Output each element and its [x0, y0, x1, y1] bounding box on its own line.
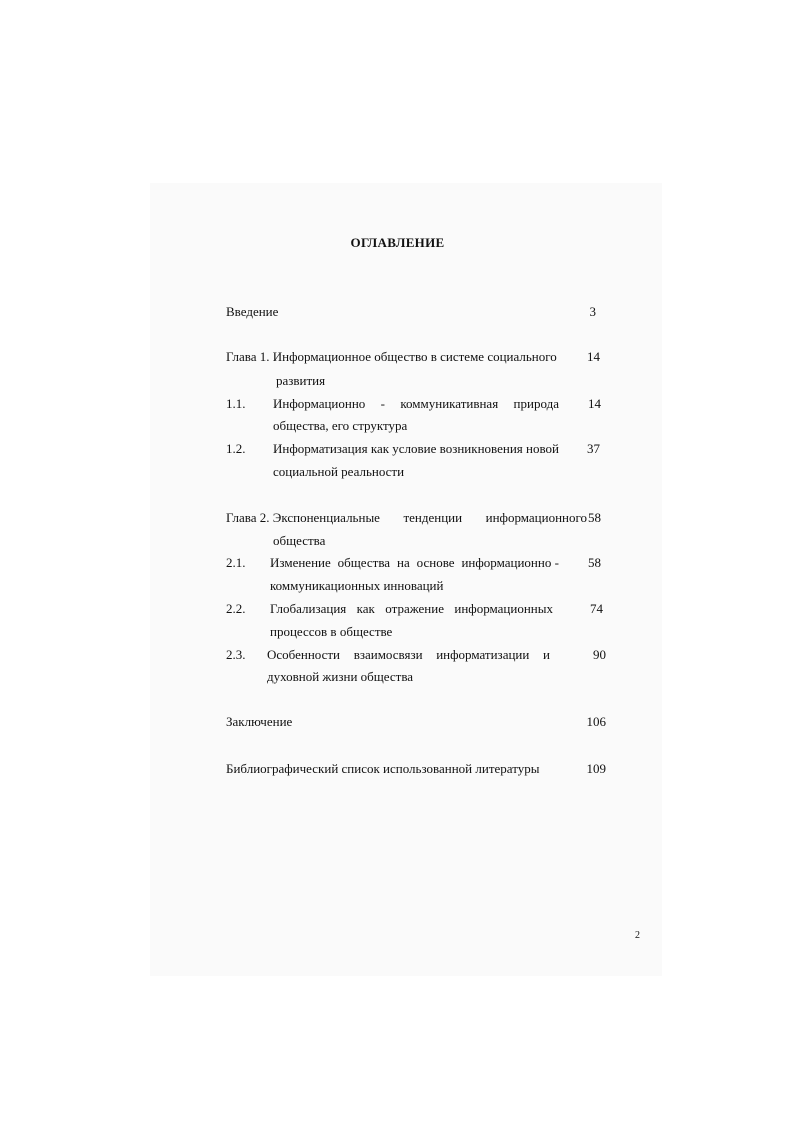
toc-s21-cont: коммуникационных инноваций	[270, 578, 444, 593]
word: общества	[337, 555, 391, 570]
toc-s23-num: 2.3.	[226, 647, 246, 662]
word: тенденции	[403, 510, 463, 525]
word: основе	[416, 555, 455, 570]
word: -	[380, 396, 386, 411]
word: коммуникативная	[400, 396, 499, 411]
toc-ch1-cont: развития	[276, 373, 326, 388]
toc-title: ОГЛАВЛЕНИЕ	[350, 235, 445, 250]
toc-s21-num: 2.1.	[226, 555, 246, 570]
word: Особенности	[267, 647, 341, 662]
word: информатизации	[436, 647, 530, 662]
toc-s11-cont: общества, его структура	[273, 418, 408, 433]
toc-conclusion-page: 106	[586, 714, 606, 729]
toc-s23-cont: духовной жизни общества	[267, 669, 414, 684]
word: Глава 2. Экспоненциальные	[226, 510, 380, 525]
word: информационных	[454, 601, 553, 616]
toc-intro-label: Введение	[226, 304, 279, 319]
toc-conclusion-label: Заключение	[226, 714, 293, 729]
word: как	[356, 601, 375, 616]
word: на	[397, 555, 410, 570]
word: информационного	[485, 510, 587, 525]
toc-s11-page: 14	[588, 396, 601, 411]
toc-ch2-page: 58	[588, 510, 601, 525]
word: и	[543, 647, 550, 662]
page-number: 2	[635, 930, 640, 941]
toc-ch2-cont: общества	[273, 533, 326, 548]
word: отражение	[385, 601, 444, 616]
toc-ch1-label: Глава 1. Информационное общество в системе социального	[226, 349, 557, 364]
toc-s21-page: 58	[588, 555, 601, 570]
toc-s11-label	[273, 396, 559, 412]
toc-s23-page: 90	[593, 647, 606, 662]
toc-intro-page: 3	[589, 304, 596, 319]
toc-s23-label	[267, 647, 550, 663]
word: информационно	[461, 555, 552, 570]
toc-s22-num: 2.2.	[226, 601, 246, 616]
word: -	[554, 555, 559, 570]
toc-s12-label: Информатизация как условие возникновения новой	[273, 441, 559, 456]
toc-s12-num: 1.2.	[226, 441, 246, 456]
toc-ch1-page: 14	[587, 349, 600, 364]
toc-bibliography-label: Библиографический список использованной литературы	[226, 761, 540, 776]
toc-s12-cont: социальной реальности	[273, 464, 405, 479]
word: природа	[513, 396, 559, 411]
toc-s12-page: 37	[587, 441, 600, 456]
word: Изменение	[270, 555, 331, 570]
toc-s22-cont: процессов в обществе	[270, 624, 393, 639]
word: Информационно	[273, 396, 366, 411]
toc-s22-page: 74	[590, 601, 603, 616]
toc-bibliography-page: 109	[586, 761, 606, 776]
word: взаимосвязи	[353, 647, 423, 662]
toc-s11-num: 1.1.	[226, 396, 246, 411]
word: Глобализация	[270, 601, 347, 616]
toc-s21-label	[270, 555, 559, 571]
toc-s22-label	[270, 601, 553, 617]
toc-ch2-label	[226, 510, 587, 526]
